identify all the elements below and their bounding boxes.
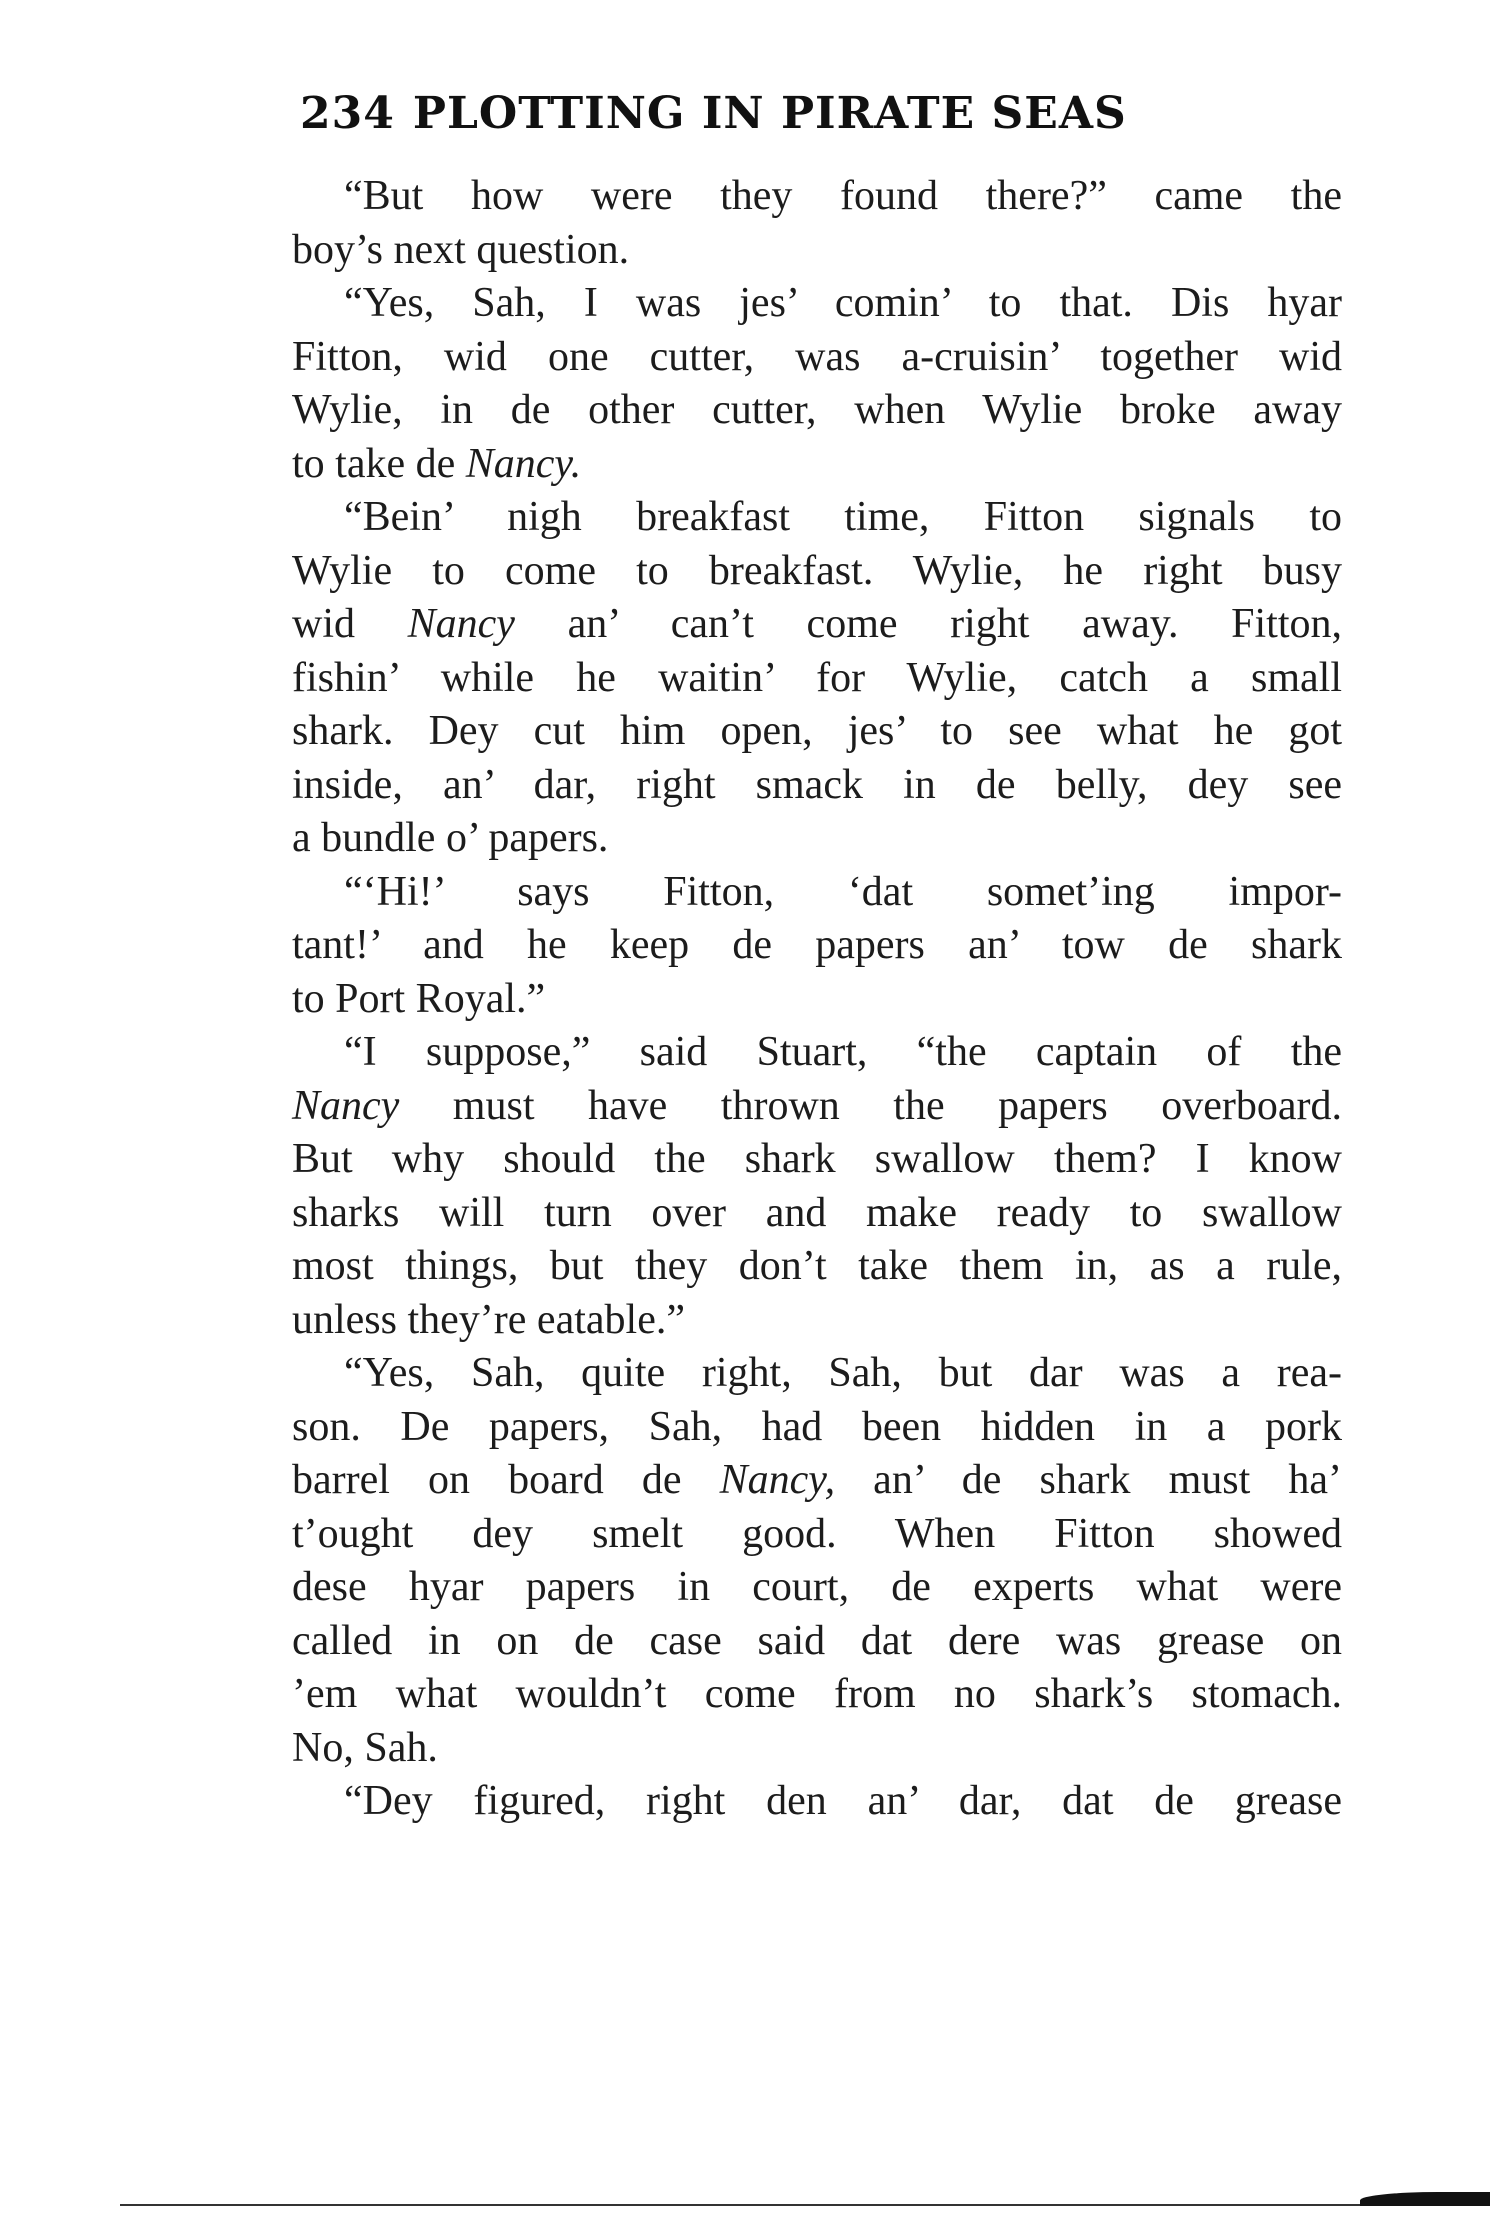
text-line: boy’s next question. xyxy=(292,226,630,273)
page-number: 234 xyxy=(300,88,395,139)
text-line: sharks will turn over and make ready to swallow xyxy=(292,1189,1342,1236)
text-line xyxy=(292,1080,1342,1134)
page-bottom-rule xyxy=(120,2204,1420,2206)
italic-ship-name: Nancy. xyxy=(465,440,582,487)
text-line: ’em what wouldn’t come from no shark’s stomach. xyxy=(292,1671,1342,1717)
text-line: “Dey figured, right den an’ dar, dat de grease xyxy=(344,1778,1342,1824)
text-line-segment: an’ can’t come right away. Fitton, xyxy=(514,601,1342,647)
text-line: a bundle o’ papers. xyxy=(292,815,609,861)
italic-ship-name: Nancy xyxy=(407,601,515,647)
text-line-segment: to take de xyxy=(292,440,466,487)
italic-ship-name: Nancy xyxy=(292,1082,400,1129)
text-line xyxy=(292,438,1342,492)
text-line: “Bein’ nigh breakfast time, Fitton signals to xyxy=(344,494,1342,540)
text-line: called in on de case said dat dere was grease on xyxy=(292,1617,1342,1664)
text-line-segment: barrel on board de xyxy=(292,1457,720,1503)
text-line: Fitton, wid one cutter, was a-cruisin’ together wid xyxy=(292,333,1342,380)
text-line xyxy=(292,1454,1342,1508)
text-line: tant!’ and he keep de papers an’ tow de shark xyxy=(292,922,1342,968)
text-line: Wylie to come to breakfast. Wylie, he right busy xyxy=(292,547,1342,594)
text-line: But why should the shark swallow them? I know xyxy=(292,1136,1342,1182)
text-line: dese hyar papers in court, de experts what were xyxy=(292,1564,1342,1610)
text-line: “‘Hi!’ says Fitton, ‘dat somet’ing impor- xyxy=(344,868,1342,915)
text-line: “Yes, Sah, I was jes’ comin’ to that. Dis hyar xyxy=(344,280,1342,326)
text-line-segment: wid xyxy=(292,601,408,647)
text-line: t’ought dey smelt good. When Fitton showed xyxy=(292,1510,1342,1557)
running-title: PLOTTING IN PIRATE SEAS xyxy=(412,88,1127,139)
body-text xyxy=(292,170,1342,1829)
italic-ship-name: Nancy, xyxy=(719,1457,836,1503)
text-line-segment: an’ de shark must ha’ xyxy=(835,1457,1342,1503)
text-line: “I suppose,” said Stuart, “the captain of the xyxy=(344,1029,1342,1075)
text-line: “But how were they found there?” came the xyxy=(344,173,1342,219)
page-edge-mark xyxy=(1360,2192,1490,2206)
text-line: shark. Dey cut him open, jes’ to see what he got xyxy=(292,708,1342,754)
text-line: son. De papers, Sah, had been hidden in a pork xyxy=(292,1403,1342,1450)
text-line: most things, but they don’t take them in, as a rule, xyxy=(292,1243,1342,1289)
text-line: unless they’re eatable.” xyxy=(292,1296,685,1343)
text-line: No, Sah. xyxy=(292,1724,438,1771)
text-line: “Yes, Sah, quite right, Sah, but dar was a rea- xyxy=(344,1350,1342,1396)
text-line xyxy=(292,598,1342,652)
text-line: to Port Royal.” xyxy=(292,975,546,1022)
text-line: inside, an’ dar, right smack in de belly, dey see xyxy=(292,761,1342,808)
text-line-segment: must have thrown the papers overboard. xyxy=(399,1082,1342,1129)
text-line: Wylie, in de other cutter, when Wylie broke away xyxy=(292,387,1342,433)
text-line: fishin’ while he waitin’ for Wylie, catch a small xyxy=(292,654,1342,701)
running-head xyxy=(300,88,1240,139)
